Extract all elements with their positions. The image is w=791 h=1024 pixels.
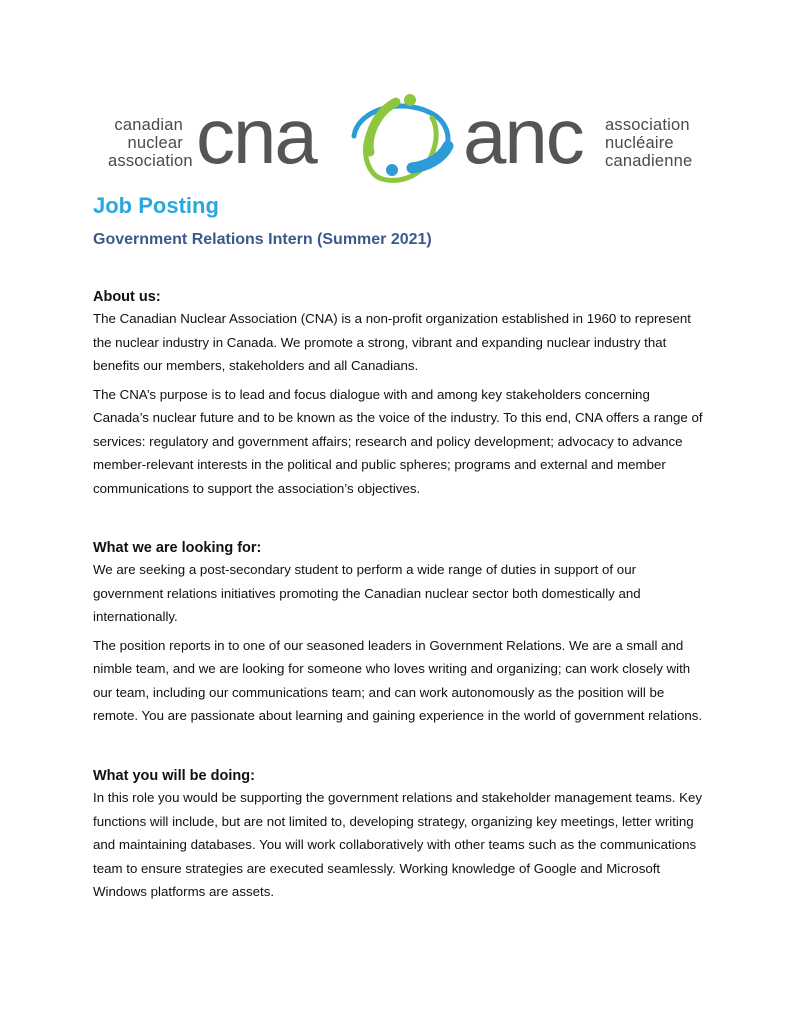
section-about-us (93, 287, 705, 500)
logo-label-line: nuclear (127, 134, 183, 152)
page-title: Job Posting (93, 193, 219, 218)
logo-english-label (108, 116, 193, 170)
section-heading: About us: (93, 289, 161, 305)
section-what-you-will-be-doing (93, 766, 705, 904)
logo-label-line: association (108, 152, 193, 170)
paragraph: In this role you would be supporting the government relations and stakeholder management teams. Key functions will include, but are not limited to, developing strategy, organizing key meetings, letter writing and maintaining databases. You will work collaboratively with other teams such as the communications team to ensure strategies are executed seamlessly. Working knowledge of Google and Microsoft Windows platforms are assets. (93, 790, 703, 899)
job-title: Government Relations Intern (Summer 2021) (93, 231, 432, 248)
atom-orbit-logo-icon (336, 88, 466, 188)
section-what-we-are-looking-for (93, 538, 705, 728)
cna-anc-logo (108, 88, 698, 188)
paragraph: The CNA’s purpose is to lead and focus dialogue with and among key stakeholders concerning Canada’s nuclear future and to be known as the voice of the industry. To this end, CNA offers a range of services: regulatory and government affairs; research and policy development; advocacy to advance member-relevant interests in the political and public spheres; programs and external and member communications to support the association’s objectives. (93, 386, 703, 496)
logo-wordmark-cna: cna (196, 92, 316, 180)
paragraph: The position reports in to one of our seasoned leaders in Government Relations. We are a small and nimble team, and we are looking for someone who loves writing and organizing; can work closely with our team, including our communications team; and can work autonomously as the position will be remote. You are passionate about learning and gaining experience in the world of government relations. (93, 637, 703, 723)
section-heading: What we are looking for: (93, 540, 262, 556)
section-heading: What you will be doing: (93, 768, 255, 784)
logo-label-line: canadienne (605, 152, 693, 170)
logo-label-line: nucléaire (605, 134, 674, 152)
logo-label-line: association (605, 116, 690, 134)
paragraph: We are seeking a post-secondary student to perform a wide range of duties in support of our government relations initiatives promoting the Canadian nuclear sector both domestically and internationally. (93, 562, 641, 624)
logo-wordmark-anc: anc (463, 92, 583, 180)
paragraph: The Canadian Nuclear Association (CNA) is a non-profit organization established in 1960 to represent the nuclear industry in Canada. We promote a strong, vibrant and expanding nuclear industry that benefits our members, stakeholders and all Canadians. (93, 311, 691, 373)
logo-french-label (605, 116, 705, 170)
logo-label-line: canadian (114, 116, 183, 134)
